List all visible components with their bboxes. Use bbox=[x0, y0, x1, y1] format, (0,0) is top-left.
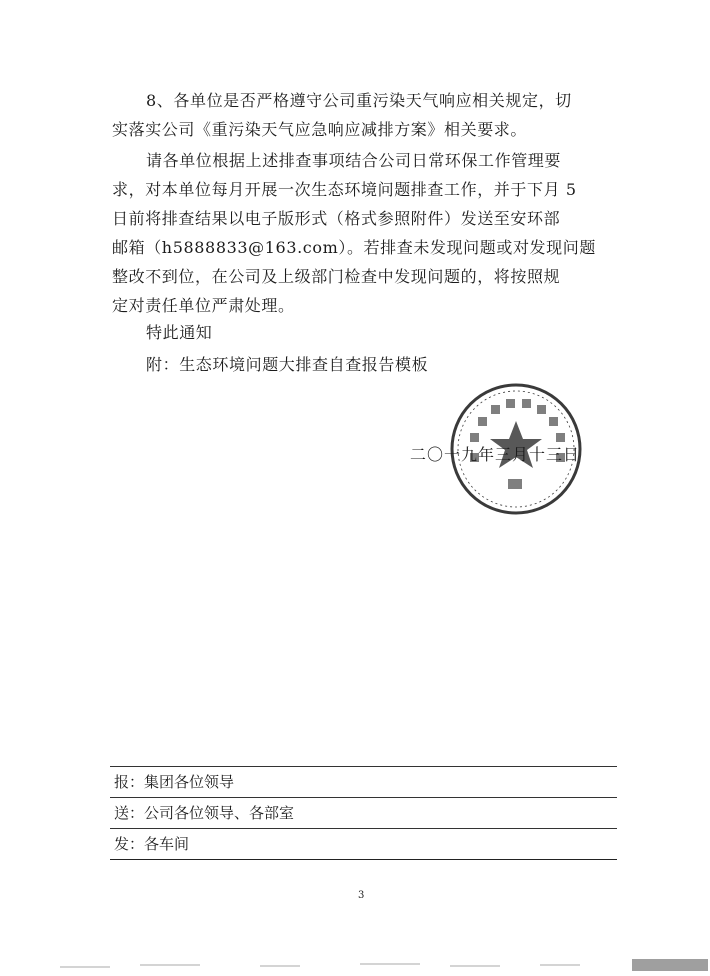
paragraph-item-8 bbox=[112, 86, 620, 144]
paragraph-request bbox=[112, 146, 620, 320]
closing-text: 特此通知 bbox=[146, 323, 213, 342]
text-line: 邮箱（h5888833@163.com）。若排查未发现问题或对发现问题 bbox=[112, 238, 596, 257]
text-line: 8、各单位是否严格遵守公司重污染天气响应相关规定，切 bbox=[146, 91, 572, 110]
cc-recipients: 集团各位领导 bbox=[144, 773, 235, 791]
cc-label: 送： bbox=[114, 804, 145, 822]
cc-row-send bbox=[110, 797, 617, 828]
text-line: 请各单位根据上述排查事项结合公司日常环保工作管理要 bbox=[146, 151, 562, 170]
cc-row-issue bbox=[110, 828, 617, 860]
attachment-note: 附：生态环境问题大排查自查报告模板 bbox=[146, 355, 429, 374]
scan-artifact bbox=[0, 955, 710, 976]
issue-date: 二〇一九年三月十三日 bbox=[410, 445, 581, 464]
text-line: 日前将排查结果以电子版形式（格式参照附件）发送至安环部 bbox=[112, 209, 561, 228]
text-line: 求，对本单位每月开展一次生态环境问题排查工作，并于下月 5 bbox=[112, 180, 577, 199]
page-number: 3 bbox=[358, 890, 365, 901]
cc-label: 报： bbox=[114, 773, 145, 791]
cc-recipients: 公司各位领导、各部室 bbox=[144, 804, 295, 822]
text-line: 实落实公司《重污染天气应急响应减排方案》相关要求。 bbox=[112, 120, 528, 139]
cc-recipients: 各车间 bbox=[144, 835, 190, 853]
text-line: 整改不到位，在公司及上级部门检查中发现问题的，将按照规 bbox=[112, 267, 561, 286]
cc-row-report bbox=[110, 766, 617, 797]
text-line: 定对责任单位严肃处理。 bbox=[112, 296, 295, 315]
distribution-list bbox=[110, 766, 617, 860]
cc-label: 发： bbox=[114, 835, 145, 853]
